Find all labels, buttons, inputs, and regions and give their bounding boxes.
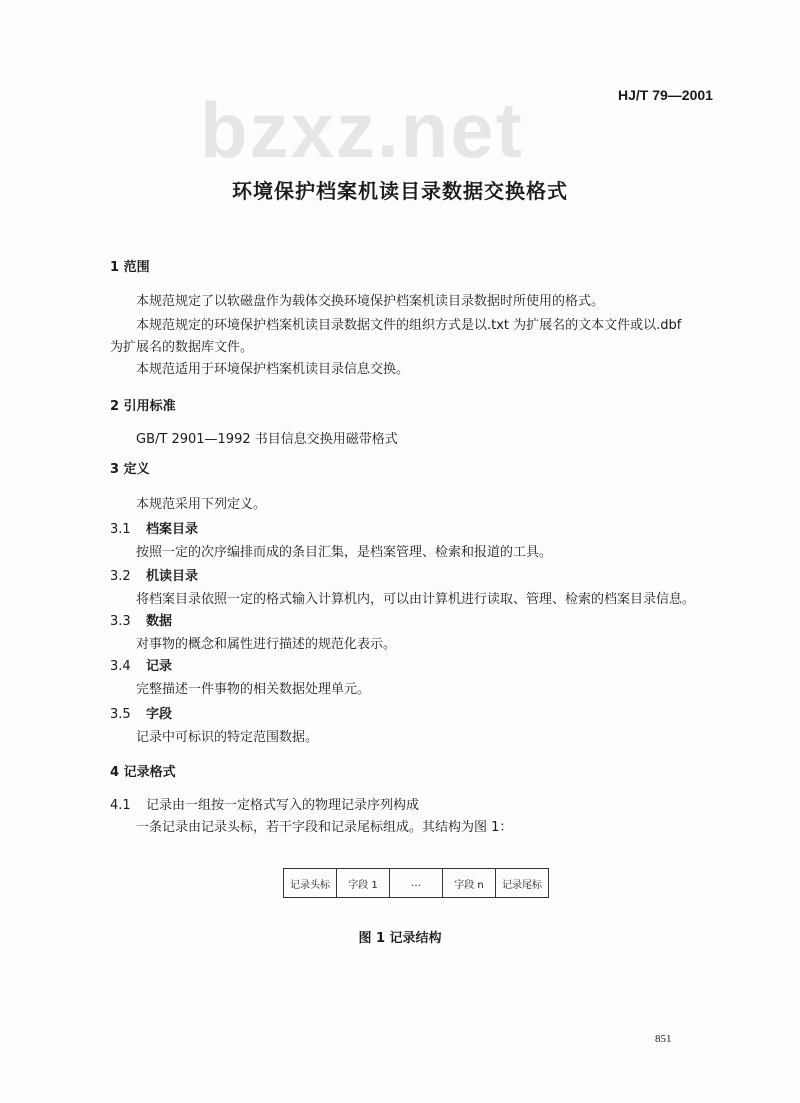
table-cell: 字段 1	[337, 869, 390, 898]
section-3-heading: 3 定义	[110, 462, 150, 477]
def-term: 机读目录	[146, 569, 199, 584]
table-cell: 字段 n	[443, 869, 496, 898]
def-number: 3.3	[110, 614, 131, 629]
table-cell: 记录尾标	[496, 869, 549, 898]
def-text: 按照一定的次序编排而成的条目汇集，是档案管理、检索和报道的工具。	[136, 545, 553, 560]
table-cell: 记录头标	[284, 869, 337, 898]
def-text: 记录中可标识的特定范围数据。	[136, 730, 319, 745]
watermark: bzxz.net	[200, 86, 524, 174]
subsection-number: 4.1	[110, 798, 131, 813]
paragraph: 本规范规定了以软磁盘作为载体交换环境保护档案机读目录数据时所使用的格式。	[136, 294, 605, 309]
paragraph: 一条记录由记录头标，若干字段和记录尾标组成。其结构为图 1：	[136, 820, 513, 835]
def-text: 将档案目录依照一定的格式输入计算机内，可以由计算机进行读取、管理、检索的档案目录信息。	[136, 592, 696, 607]
page-number: 851	[655, 1033, 672, 1045]
def-term: 数据	[146, 614, 173, 629]
reference: GB/T 2901—1992 书目信息交换用磁带格式	[136, 432, 398, 447]
paragraph: 本规范适用于环境保护档案机读目录信息交换。	[136, 362, 410, 377]
def-number: 3.5	[110, 707, 131, 722]
def-term: 档案目录	[146, 522, 199, 537]
subsection-text: 记录由一组按一定格式写入的物理记录序列构成	[146, 798, 420, 813]
record-structure-table	[283, 868, 549, 898]
standard-code: HJ/T 79—2001	[618, 87, 713, 103]
page-title: 环境保护档案机读目录数据交换格式	[232, 179, 568, 203]
paragraph: 本规范采用下列定义。	[136, 497, 267, 512]
def-term: 字段	[146, 707, 173, 722]
def-term: 记录	[146, 659, 173, 674]
def-text: 完整描述一件事物的相关数据处理单元。	[136, 682, 371, 697]
table-cell: …	[390, 869, 443, 898]
section-4-heading: 4 记录格式	[110, 765, 176, 780]
section-2-heading: 2 引用标准	[110, 399, 176, 414]
def-text: 对事物的概念和属性进行描述的规范化表示。	[136, 637, 397, 652]
figure-caption: 图 1 记录结构	[358, 931, 442, 946]
section-1-heading: 1 范围	[110, 260, 150, 275]
paragraph: 本规范规定的环境保护档案机读目录数据文件的组织方式是以.txt 为扩展名的文本文件或以.dbf	[136, 318, 682, 333]
def-number: 3.1	[110, 522, 131, 537]
paragraph: 为扩展名的数据库文件。	[110, 340, 254, 355]
def-number: 3.4	[110, 659, 131, 674]
def-number: 3.2	[110, 569, 131, 584]
